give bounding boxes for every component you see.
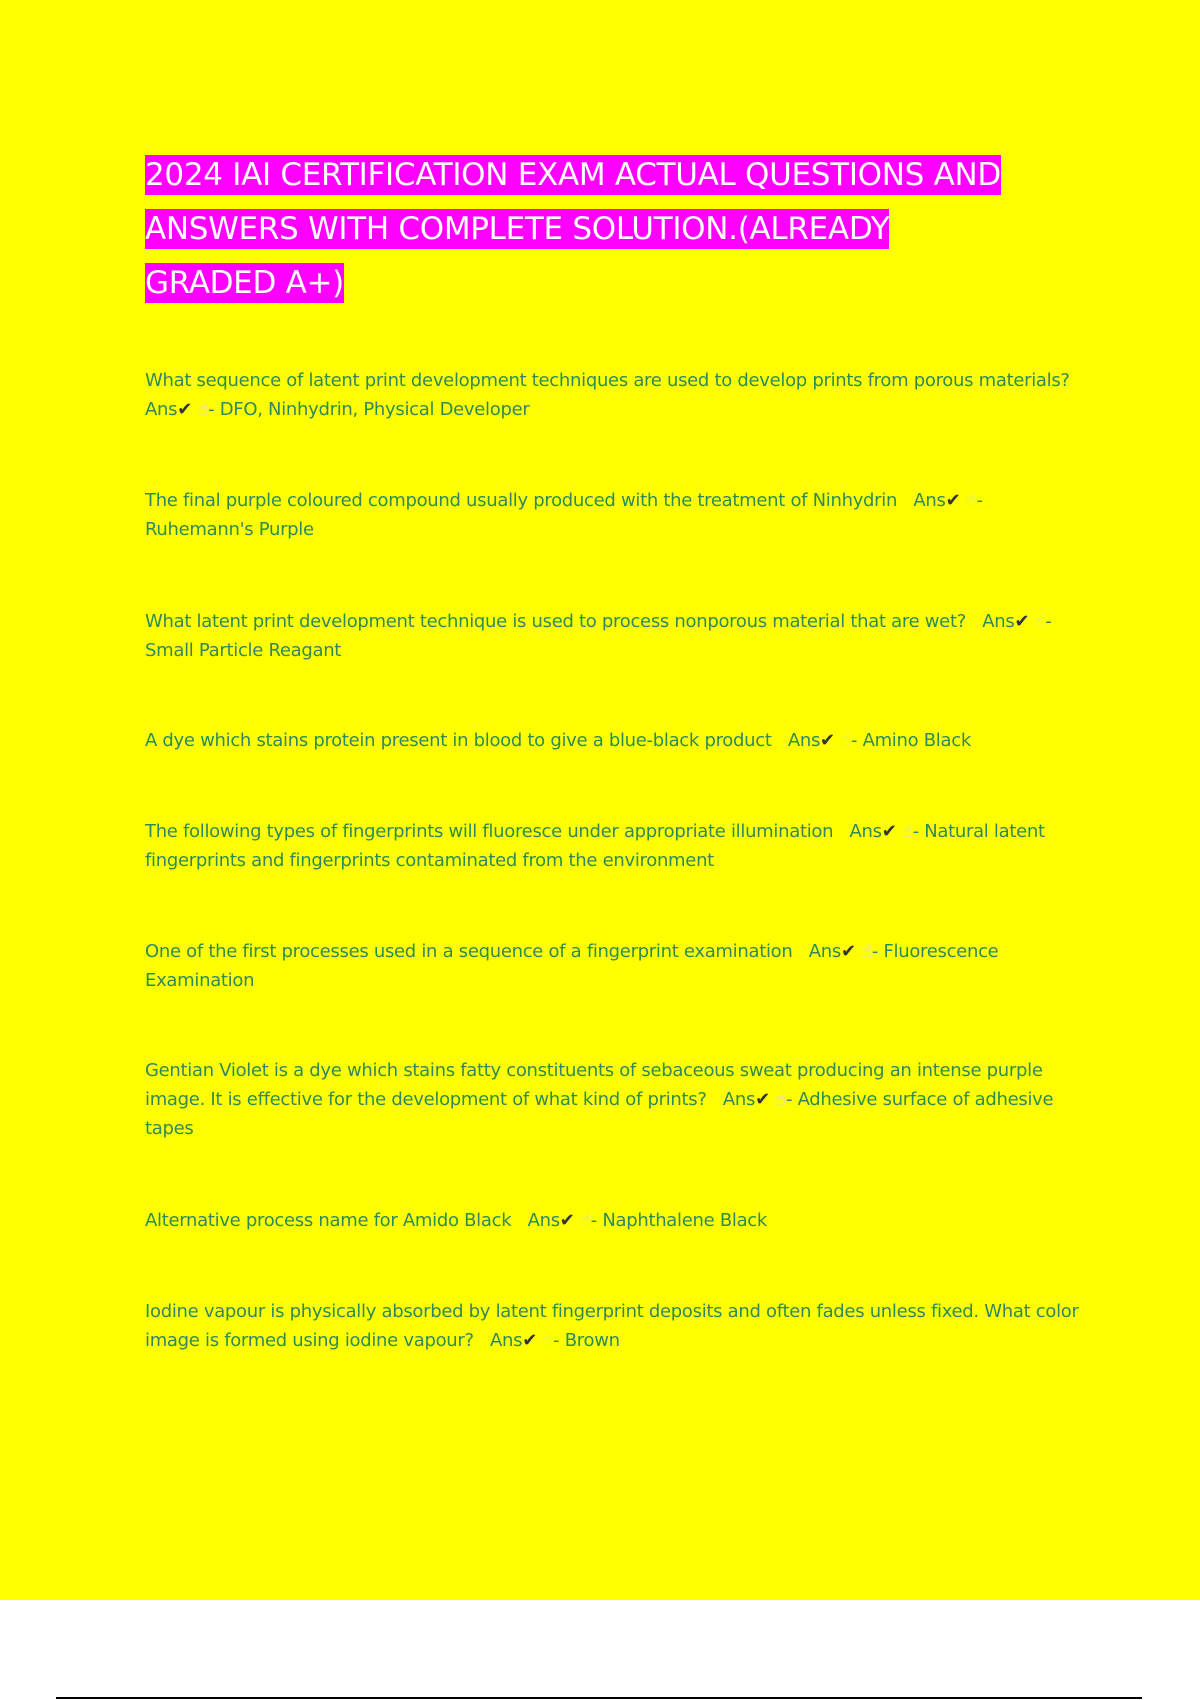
question-text: Alternative process name for Amido Black <box>145 1210 512 1231</box>
document-title <box>145 148 1105 310</box>
pointing-hand-icon: ☝ <box>840 730 851 751</box>
answer-text: DFO, Ninhydrin, Physical Developer <box>219 399 530 420</box>
answer-label: Ans <box>787 730 821 751</box>
answer-label: Ans <box>490 1330 523 1351</box>
answer-text: Small Particle Reagant <box>145 640 342 661</box>
check-mark-icon: ✔ <box>881 821 897 842</box>
check-mark-icon: ✔ <box>1014 611 1030 632</box>
answer-label: Ans <box>913 490 946 511</box>
question-text: What sequence of latent print development techniques are used to develop prints from porous materials? <box>145 370 1070 391</box>
question-text: Gentian Violet is a dye which stains fatty constituents of sebaceous sweat producing an intense purple image. It is effective for the development of what kind of prints? <box>145 1060 1043 1110</box>
qa-item-5 <box>145 817 1095 875</box>
answer-text: Adhesive surface of adhesive tapes <box>145 1089 1054 1139</box>
answer-label: Ans <box>722 1089 756 1110</box>
check-mark-icon: ✔ <box>522 1330 538 1351</box>
answer-separator: - <box>208 399 215 420</box>
answer-text: Naphthalene Black <box>602 1210 768 1231</box>
qa-item-4 <box>145 726 1095 755</box>
title-line-3: GRADED A+) <box>145 265 344 301</box>
answer-label: Ans <box>982 611 1015 632</box>
answer-label: Ans <box>849 821 882 842</box>
pointing-hand-icon: ☝ <box>901 821 913 842</box>
check-mark-icon: ✔ <box>945 490 961 511</box>
pointing-hand-icon: ☝ <box>775 1089 786 1110</box>
title-line-1: 2024 IAI CERTIFICATION EXAM ACTUAL QUESTIONS AND <box>145 157 1001 193</box>
answer-label: Ans <box>808 941 841 962</box>
qa-item-8 <box>145 1206 1095 1235</box>
pointing-hand-icon: ☝ <box>861 941 872 962</box>
answer-text: Fluorescence Examination <box>145 941 999 991</box>
answer-separator: - <box>590 1210 597 1231</box>
answer-separator: - <box>785 1089 793 1110</box>
check-mark-icon: ✔ <box>840 941 856 962</box>
check-mark-icon: ✔ <box>820 730 835 751</box>
qa-item-2 <box>145 486 1095 544</box>
answer-separator: - <box>1045 611 1052 632</box>
answer-separator: - <box>912 821 919 842</box>
pointing-hand-icon: ☝ <box>197 399 209 420</box>
pointing-hand-icon: ☝ <box>580 1210 591 1231</box>
question-text: The final purple coloured compound usually produced with the treatment of Ninhydrin <box>145 490 898 511</box>
question-text: A dye which stains protein present in blood to give a blue-black product <box>145 730 772 751</box>
answer-label: Ans <box>145 399 178 420</box>
answer-separator: - <box>976 490 983 511</box>
footer-divider <box>56 1697 1142 1699</box>
check-mark-icon: ✔ <box>559 1210 575 1231</box>
question-text: The following types of fingerprints will fluoresce under appropriate illumination <box>145 821 834 842</box>
check-mark-icon: ✔ <box>755 1089 770 1110</box>
qa-item-1 <box>145 366 1095 424</box>
question-text: Iodine vapour is physically absorbed by latent fingerprint deposits and often fades unless fixed. What color image is formed using iodine vapour? <box>145 1301 1079 1351</box>
pointing-hand-icon: ☝ <box>965 490 977 511</box>
qa-item-7 <box>145 1056 1095 1143</box>
answer-text: Natural latent fingerprints and fingerprints contaminated from the environment <box>145 821 1045 871</box>
qa-item-3 <box>145 607 1095 665</box>
answer-separator: - <box>871 941 879 962</box>
answer-label: Ans <box>527 1210 560 1231</box>
answer-text: Amino Black <box>862 730 971 751</box>
pointing-hand-icon: ☝ <box>1034 611 1046 632</box>
pointing-hand-icon: ☝ <box>542 1330 554 1351</box>
qa-item-9 <box>145 1297 1095 1355</box>
title-line-2: ANSWERS WITH COMPLETE SOLUTION.(ALREADY <box>145 211 890 247</box>
qa-item-6 <box>145 937 1095 995</box>
answer-text: Ruhemann's Purple <box>145 519 314 540</box>
check-mark-icon: ✔ <box>177 399 192 420</box>
answer-text: Brown <box>564 1330 620 1351</box>
question-text: One of the first processes used in a sequence of a fingerprint examination <box>145 941 793 962</box>
question-text: What latent print development technique is used to process nonporous material that are wet? <box>145 611 966 632</box>
answer-separator: - <box>850 730 858 751</box>
answer-separator: - <box>553 1330 560 1351</box>
